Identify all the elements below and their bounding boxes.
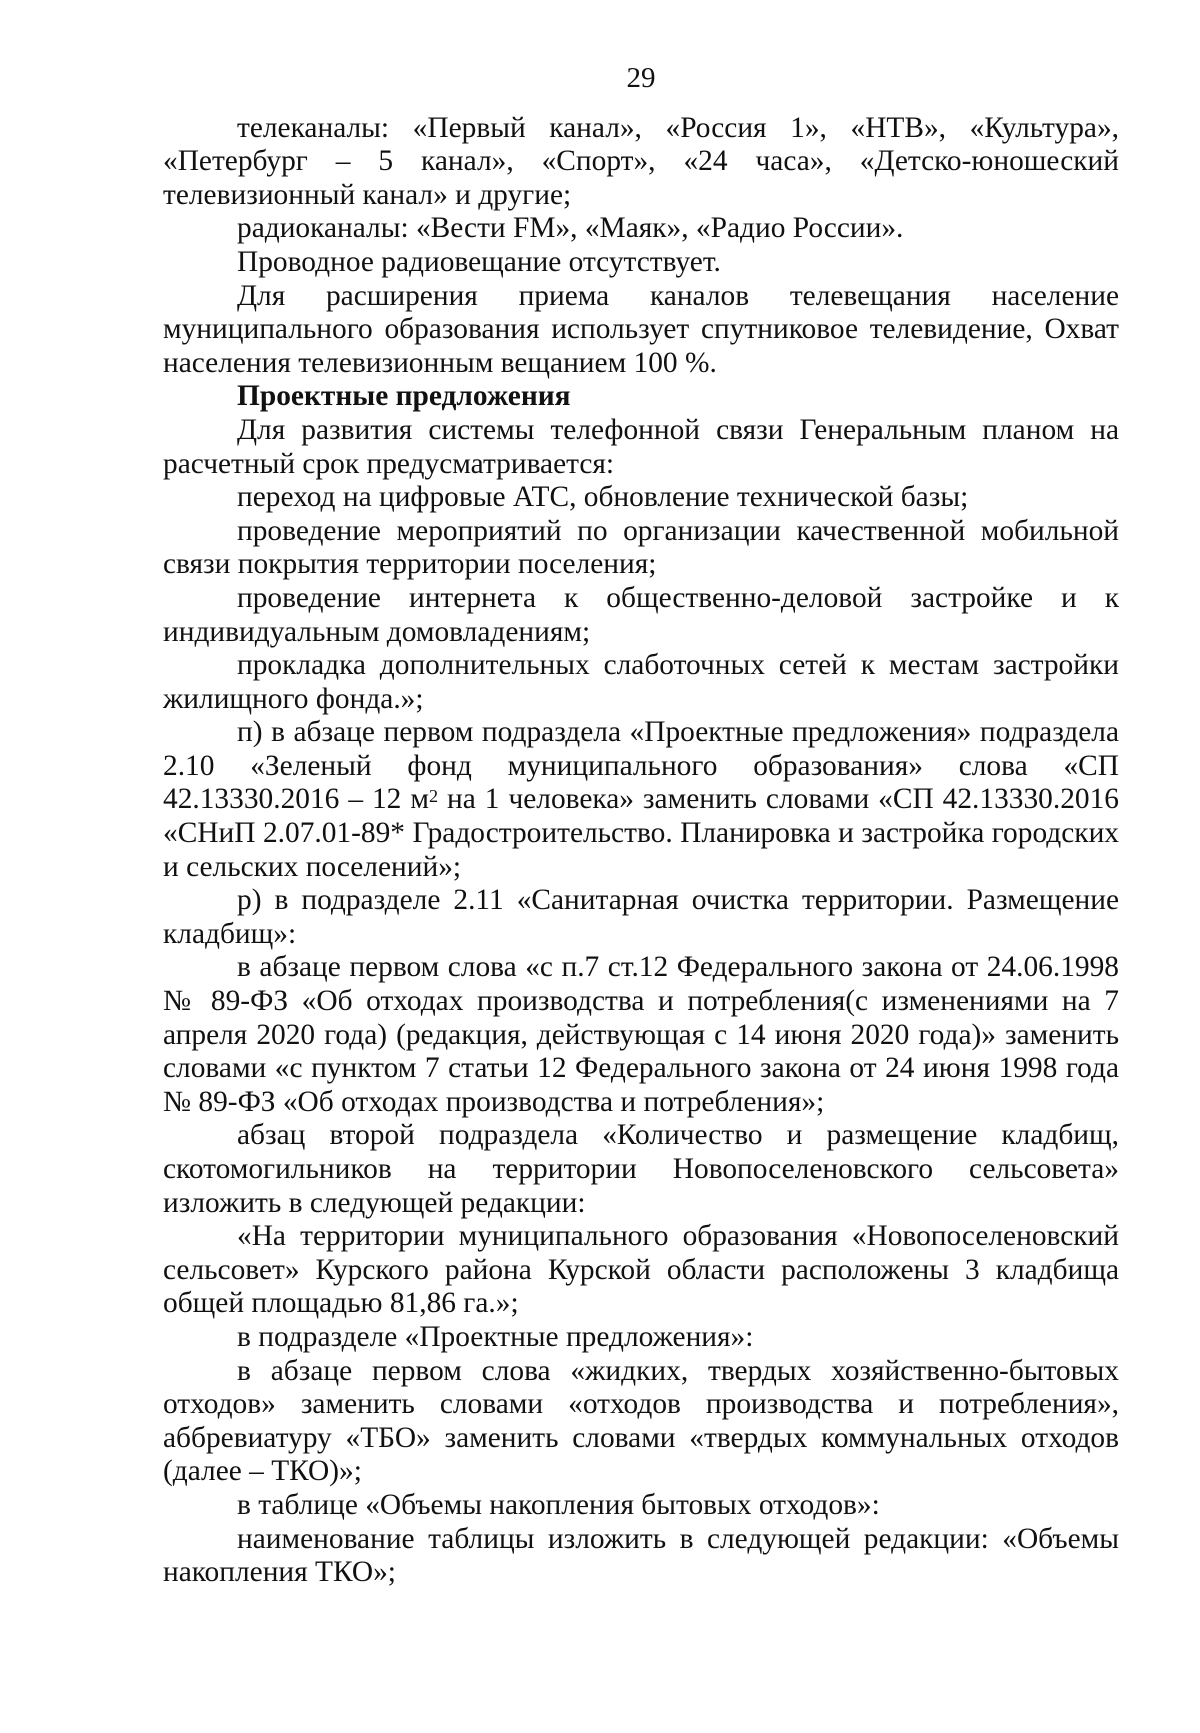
- paragraph-waste-table: в таблице «Объемы накопления бытовых отходов»:: [237, 1488, 880, 1521]
- paragraph-waste-wording: в абзаце первом слова «жидких, твердых хозяйственно-бытовых отходов» заменить словами «отходов производства и потребления», аббревиатуру «ТБО» заменить словами «твердых коммунальных отходов (далее – ТКО)»;: [163, 1354, 1119, 1488]
- page-number: 29: [626, 62, 656, 94]
- paragraph-telephone-development: Для развития системы телефонной связи Генеральным планом на расчетный срок предусматривается:: [163, 413, 1119, 480]
- superscript-2: 2: [428, 786, 439, 807]
- paragraph-tv-channels: телеканалы: «Первый канал», «Россия 1», «НТВ», «Культура», «Петербург – 5 канал», «Спорт», «24 часа», «Детско-юношеский телевизионный канал» и другие;: [163, 111, 1119, 211]
- paragraph-federal-law-replacement: в абзаце первом слова «с п.7 ст.12 Федерального закона от 24.06.1998 № 89-ФЗ «Об отходах производства и потребления(с изменениями на 7 апреля 2020 года) (редакция, действующая с 14 июня 2020 года)» заменить словами «с пунктом 7 статьи 12 Федерального закона от 24 июня 1998 года № 89-ФЗ «Об отходах производства и потребления»;: [163, 951, 1119, 1118]
- paragraph-internet: проведение интернета к общественно-деловой застройке и к индивидуальным домовладениям;: [163, 581, 1119, 648]
- text-before-superscript: п) в абзаце первом подраздела «Проектные предложения» подраздела 2.10 «Зеленый фонд муниципального образования» слова «СП 42.13330.2016 – 12 м: [163, 716, 1119, 816]
- paragraph-mobile-coverage: проведение мероприятий по организации качественной мобильной связи покрытия территории поселения;: [163, 514, 1119, 581]
- document-page: [163, 62, 1119, 1590]
- paragraph-digital-ats: переход на цифровые АТС, обновление технической базы;: [237, 481, 969, 514]
- paragraph-cemeteries-subsection: абзац второй подраздела «Количество и размещение кладбищ, скотомогильников на территории Новопоселеновского сельсовета» изложить в следующей редакции:: [163, 1119, 1119, 1219]
- paragraph-cemeteries-area: «На территории муниципального образования «Новопоселеновский сельсовет» Курского района Курской области расположены 3 кладбища общей площадью 81,86 га.»;: [163, 1220, 1119, 1320]
- paragraph-table-title: наименование таблицы изложить в следующей редакции: «Объемы накопления ТКО»;: [163, 1522, 1119, 1589]
- paragraph-radio-channels: радиоканалы: «Вести FM», «Маяк», «Радио России».: [237, 212, 904, 245]
- section-heading-project-proposals: Проектные предложения: [237, 380, 571, 413]
- text-after-superscript: на 1 человека» заменить словами «СП 42.13330.2016 «СНиП 2.07.01-89* Градостроительство. Планировка и застройка городских и сельских поселений»;: [163, 783, 1119, 883]
- paragraph-wired-radio: Проводное радиовещание отсутствует.: [237, 245, 721, 278]
- paragraph-satellite-tv: Для расширения приема каналов телевещания население муниципального образования использует спутниковое телевидение, Охват населения телевизионным вещанием 100 %.: [163, 279, 1119, 379]
- paragraph-item-p-green-fund: [163, 716, 1119, 884]
- paragraph-item-r-sanitary: р) в подразделе 2.11 «Санитарная очистка территории. Размещение кладбищ»:: [163, 884, 1119, 950]
- paragraph-project-proposals-subsection: в подразделе «Проектные предложения»:: [237, 1320, 754, 1353]
- paragraph-low-current-networks: прокладка дополнительных слаботочных сетей к местам застройки жилищного фонда.»;: [163, 649, 1119, 715]
